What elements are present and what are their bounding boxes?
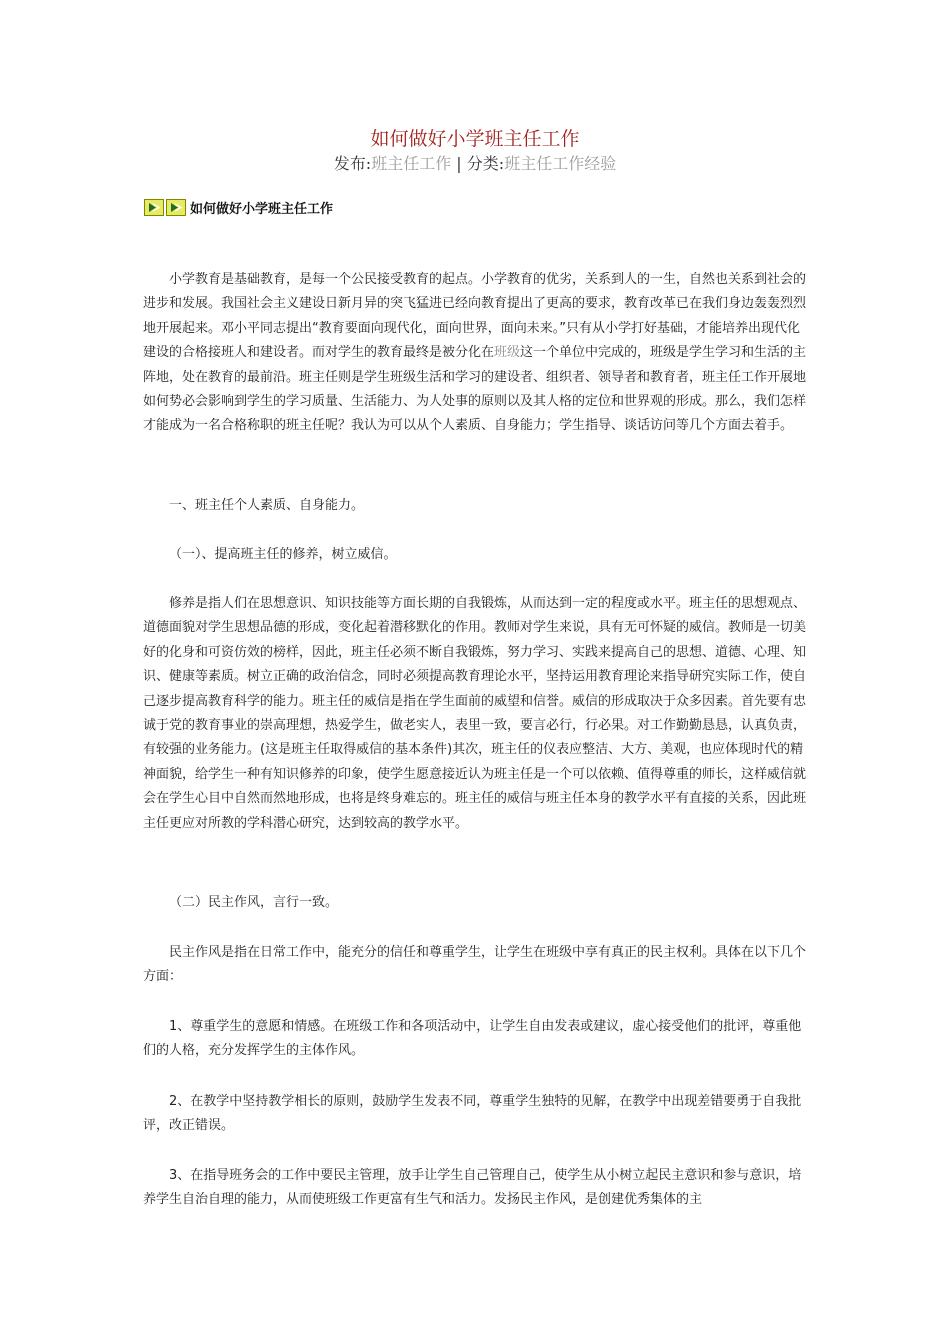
paragraph-text: 民主作风是指在日常工作中，能充分的信任和尊重学生，让学生在班级中享有真正的民主权利。具体在以下几个方面：	[143, 945, 807, 985]
paragraph-item-2	[143, 1090, 808, 1139]
category-link[interactable]: 班主任工作经验	[504, 154, 617, 173]
class-link[interactable]: 班级	[494, 345, 521, 361]
subsection-heading-1	[143, 543, 808, 567]
arrow-icon	[166, 199, 186, 216]
paragraph-democracy	[143, 941, 808, 990]
section-heading-text: 一、班主任个人素质、自身能力。	[169, 498, 365, 513]
article-meta	[0, 151, 950, 174]
paragraph-text: 修养是指人们在思想意识、知识技能等方面长期的自我锻炼，从而达到一定的程度或水平。班主任的思想观点、道德面貌对学生思想品德的形成，变化起着潜移默化的作用。教师对学生来说，具有无可怀疑的威信。教师是一切美好的化身和可资仿效的榜样，因此，班主任必须不断自我锻炼，努力学习、实践来提高自己的思想、道德、心理、知识、健康等素质。树立正确的政治信念，同时必须提高教育理论水平，坚持运用教育理论来指导研究实际工作，使自己逐步提高教育科学的能力。班主任的威信是指在学生面前的威望和信誉。威信的形成取决于众多因素。首先要有忠诚于党的教育事业的崇高理想，热爱学生，做老实人，表里一致，要言必行，行必果。对工作勤勤恳恳，认真负责，有较强的业务能力。(这是班主任取得威信的基本条件)其次，班主任的仪表应整洁、大方、美观，也应体现时代的精神面貌，给学生一种有知识修养的印象，使学生愿意接近认为班主任是一个可以依赖、值得尊重的师长，这样威信就会在学生心目中自然而然地形成，也将是终身难忘的。班主任的威信与班主任本身的教学水平有直接的关系，因此班主任更应对所教的学科潜心研究，达到较高的教学水平。	[143, 596, 807, 831]
intro-text-2: 这一个单位中完成的，班级是学生学习和生活的主阵地，处在教育的最前沿。班主任则是学生班级生活和学习的建设者、组织者、领导者和教育者，班主任工作开展地如何势必会影响到学生的学习质量、生活能力、为人处事的原则以及其人格的定位和世界观的形成。那么，我们怎样才能成为一名合格称职的班主任呢？我认为可以从个人素质、自身能力；学生指导、谈话访问等几个方面去着手。	[143, 345, 807, 434]
paragraph-item-3	[143, 1164, 808, 1213]
subsection-heading-2	[143, 891, 808, 915]
section-heading-1	[143, 494, 808, 518]
category-label: 分类:	[466, 154, 505, 173]
paragraph-cultivation	[143, 592, 808, 836]
publish-link[interactable]: 班主任工作	[371, 154, 452, 173]
paragraph-text: 3、在指导班务会的工作中要民主管理，放手让学生自己管理自己，使学生从小树立起民主意识和参与意识，培养学生自治自理的能力，从而使班级工作更富有生气和活力。发扬民主作风，是创建优秀集体的主	[143, 1168, 802, 1208]
paragraph-intro	[143, 268, 808, 439]
paragraph-item-1	[143, 1015, 808, 1064]
article-title: 如何做好小学班主任工作	[370, 128, 580, 150]
subheading-text: 如何做好小学班主任工作	[190, 201, 334, 217]
subsection-heading-text: （二）民主作风，言行一致。	[169, 895, 339, 910]
intro-text-1: 小学教育是基础教育，是每一个公民接受教育的起点。小学教育的优劣，关系到人的一生，自然也关系到社会的进步和发展。我国社会主义建设日新月异的突飞猛进已经向教育提出了更高的要求，教育改革已在我们身边轰轰烈烈地开展起来。邓小平同志提出“教育要面向现代化，面向世界，面向未来。”只有从小学打好基础，才能培养出现代化建设的合格接班人和建设者。而对学生的教育最终是被分化在	[143, 272, 807, 361]
publish-label: 发布:	[333, 154, 372, 173]
meta-separator: |	[451, 154, 467, 173]
subsection-heading-text: （一）、提高班主任的修养，树立威信。	[169, 547, 397, 562]
arrow-icon	[144, 199, 164, 216]
article-subheading	[144, 197, 333, 217]
paragraph-text: 1、尊重学生的意愿和情感。在班级工作和各项活动中，让学生自由发表或建议，虚心接受他们的批评，尊重他们的人格，充分发挥学生的主体作风。	[143, 1019, 802, 1059]
paragraph-text: 2、在教学中坚持教学相长的原则，鼓励学生发表不同，尊重学生独特的见解，在教学中出现差错要勇于自我批评，改正错误。	[143, 1094, 802, 1134]
